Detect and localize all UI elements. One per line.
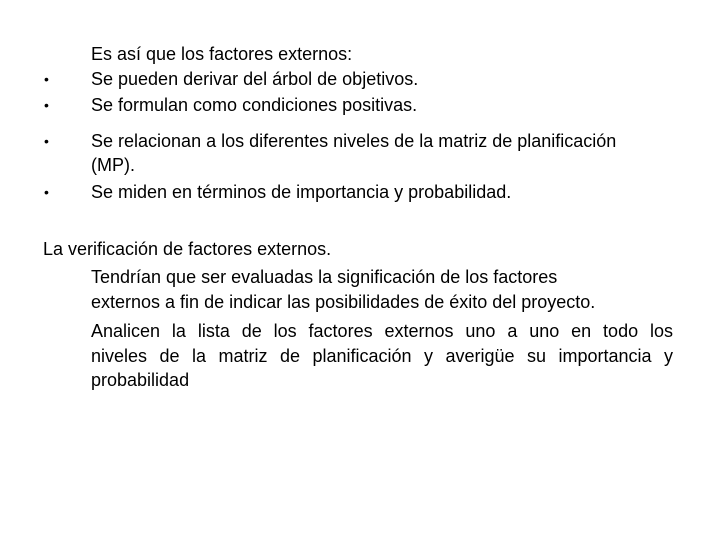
bullet-item-derivar: Se pueden derivar del árbol de objetivos. — [91, 69, 419, 89]
section-heading: La verificación de factores externos. — [43, 239, 332, 259]
bullet-item-miden: Se miden en términos de importancia y probabilidad. — [91, 182, 512, 202]
bullet-marker: • — [44, 97, 49, 113]
paragraph-line: Tendrían que ser evaluadas la significación de los factores — [91, 267, 558, 287]
bullet-item-relacionan: Se relacionan a los diferentes niveles de la matriz de planificación — [91, 131, 617, 151]
bullet-marker: • — [44, 133, 49, 149]
paragraph-line: externos a fin de indicar las posibilidades de éxito del proyecto. — [91, 292, 596, 312]
bullet-marker: • — [44, 71, 49, 87]
bullet-marker: • — [44, 184, 49, 200]
paragraph-line: Analicen la lista de los factores externos uno a uno en todo los — [91, 321, 673, 341]
bullet-item-relacionan-cont: (MP). — [91, 155, 135, 175]
paragraph-line: niveles de la matriz de planificación y averigüe su importancia y — [91, 346, 673, 366]
bullet-item-formulan: Se formulan como condiciones positivas. — [91, 95, 418, 115]
paragraph-line: probabilidad — [91, 370, 190, 390]
intro-text: Es así que los factores externos: — [91, 44, 353, 64]
